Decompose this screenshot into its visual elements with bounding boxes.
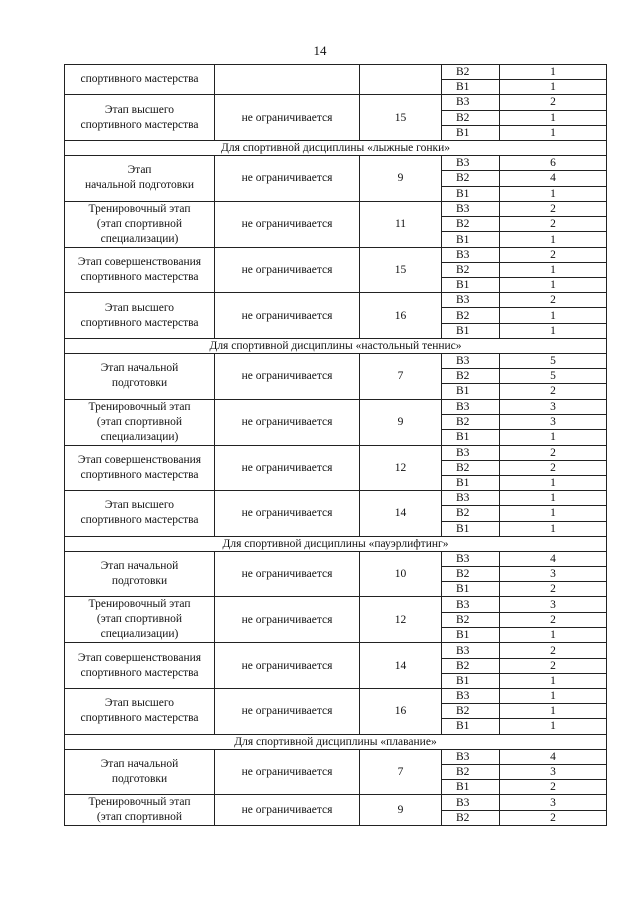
stage-name: Этап высшего спортивного мастерства <box>65 491 215 537</box>
table-row <box>65 201 607 216</box>
athletes-count: 3 <box>500 597 607 612</box>
class-code: B2 <box>442 65 500 80</box>
class-code: B1 <box>442 232 500 247</box>
class-code: B2 <box>442 612 500 627</box>
athletes-count: 1 <box>500 673 607 688</box>
group-size: 11 <box>360 201 442 247</box>
class-code: B3 <box>442 491 500 506</box>
athletes-count: 1 <box>500 430 607 445</box>
stage-name: Этап совершенствования спортивного мастерства <box>65 247 215 293</box>
table-row <box>65 247 607 262</box>
age-limit: не ограничивается <box>215 749 360 795</box>
class-code: B3 <box>442 201 500 216</box>
age-limit: не ограничивается <box>215 201 360 247</box>
class-code: B2 <box>442 369 500 384</box>
group-size <box>360 65 442 95</box>
section-title: Для спортивной дисциплины «лыжные гонки» <box>65 140 607 155</box>
table-row <box>65 491 607 506</box>
class-code: B3 <box>442 95 500 110</box>
athletes-count: 2 <box>500 460 607 475</box>
stage-name: Этап совершенствования спортивного мастерства <box>65 445 215 491</box>
athletes-count: 3 <box>500 567 607 582</box>
class-code: B2 <box>442 704 500 719</box>
age-limit: не ограничивается <box>215 551 360 597</box>
age-limit: не ограничивается <box>215 445 360 491</box>
class-code: B1 <box>442 430 500 445</box>
stage-name: Этап начальной подготовки <box>65 354 215 400</box>
athletes-count: 1 <box>500 491 607 506</box>
table-row <box>65 551 607 566</box>
age-limit: не ограничивается <box>215 491 360 537</box>
age-limit: не ограничивается <box>215 689 360 735</box>
class-code: B2 <box>442 262 500 277</box>
class-code: B3 <box>442 551 500 566</box>
class-code: B1 <box>442 719 500 734</box>
class-code: B2 <box>442 764 500 779</box>
class-code: B2 <box>442 414 500 429</box>
athletes-count: 3 <box>500 764 607 779</box>
athletes-count: 1 <box>500 278 607 293</box>
class-code: B1 <box>442 475 500 490</box>
stage-name: Этап высшего спортивного мастерства <box>65 95 215 141</box>
age-limit: не ограничивается <box>215 95 360 141</box>
athletes-count: 2 <box>500 810 607 826</box>
group-size: 14 <box>360 491 442 537</box>
age-limit: не ограничивается <box>215 247 360 293</box>
section-row <box>65 536 607 551</box>
page-number: 14 <box>313 43 327 58</box>
class-code: B1 <box>442 186 500 201</box>
athletes-count: 2 <box>500 612 607 627</box>
athletes-count: 4 <box>500 171 607 186</box>
athletes-count: 1 <box>500 689 607 704</box>
athletes-count: 1 <box>500 719 607 734</box>
stage-name: Этап начальной подготовки <box>65 551 215 597</box>
athletes-count: 1 <box>500 521 607 536</box>
class-code: B3 <box>442 156 500 171</box>
class-code: B2 <box>442 567 500 582</box>
group-size: 9 <box>360 795 442 826</box>
athletes-count: 1 <box>500 475 607 490</box>
group-size: 10 <box>360 551 442 597</box>
class-code: B2 <box>442 460 500 475</box>
table-row <box>65 399 607 414</box>
group-size: 7 <box>360 749 442 795</box>
table-body <box>65 65 607 826</box>
class-code: B1 <box>442 278 500 293</box>
class-code: B3 <box>442 749 500 764</box>
athletes-count: 4 <box>500 551 607 566</box>
class-code: B2 <box>442 171 500 186</box>
athletes-count: 1 <box>500 110 607 125</box>
group-size: 15 <box>360 247 442 293</box>
class-code: B1 <box>442 125 500 140</box>
stage-name: Этап начальной подготовки <box>65 749 215 795</box>
athletes-count: 2 <box>500 384 607 399</box>
section-row <box>65 140 607 155</box>
class-code: B2 <box>442 110 500 125</box>
athletes-count: 2 <box>500 247 607 262</box>
table-row <box>65 354 607 369</box>
table-row <box>65 749 607 764</box>
class-code: B3 <box>442 643 500 658</box>
athletes-count: 2 <box>500 445 607 460</box>
athletes-count: 6 <box>500 156 607 171</box>
athletes-count: 2 <box>500 217 607 232</box>
table-row <box>65 293 607 308</box>
athletes-count: 1 <box>500 628 607 643</box>
athletes-count: 3 <box>500 399 607 414</box>
table-row <box>65 445 607 460</box>
age-limit: не ограничивается <box>215 293 360 339</box>
stage-name: спортивного мастерства <box>65 65 215 95</box>
stage-name: Тренировочный этап (этап спортивной <box>65 795 215 826</box>
stage-name: Этап совершенствования спортивного мастерства <box>65 643 215 689</box>
class-code: B3 <box>442 597 500 612</box>
athletes-count: 2 <box>500 643 607 658</box>
table-row <box>65 643 607 658</box>
class-code: B1 <box>442 673 500 688</box>
group-size: 15 <box>360 95 442 141</box>
class-code: B2 <box>442 506 500 521</box>
class-code: B1 <box>442 384 500 399</box>
athletes-count: 1 <box>500 232 607 247</box>
class-code: B1 <box>442 582 500 597</box>
athletes-count: 1 <box>500 186 607 201</box>
class-code: B3 <box>442 445 500 460</box>
stage-name: Этап высшего спортивного мастерства <box>65 293 215 339</box>
group-size: 14 <box>360 643 442 689</box>
class-code: B3 <box>442 689 500 704</box>
section-title: Для спортивной дисциплины «плавание» <box>65 734 607 749</box>
athletes-count: 5 <box>500 369 607 384</box>
group-size: 9 <box>360 156 442 202</box>
group-size: 16 <box>360 293 442 339</box>
athletes-count: 2 <box>500 201 607 216</box>
age-limit: не ограничивается <box>215 597 360 643</box>
table-row <box>65 689 607 704</box>
class-code: B3 <box>442 293 500 308</box>
age-limit: не ограничивается <box>215 399 360 445</box>
section-title: Для спортивной дисциплины «настольный теннис» <box>65 338 607 353</box>
class-code: B1 <box>442 521 500 536</box>
athletes-count: 3 <box>500 414 607 429</box>
athletes-count: 2 <box>500 582 607 597</box>
athletes-count: 1 <box>500 506 607 521</box>
athletes-count: 1 <box>500 308 607 323</box>
age-limit <box>215 65 360 95</box>
class-code: B3 <box>442 354 500 369</box>
section-title: Для спортивной дисциплины «пауэрлифтинг» <box>65 536 607 551</box>
requirements-table <box>64 64 607 826</box>
class-code: B2 <box>442 810 500 826</box>
age-limit: не ограничивается <box>215 643 360 689</box>
class-code: B1 <box>442 80 500 95</box>
class-code: B2 <box>442 217 500 232</box>
table-row <box>65 156 607 171</box>
class-code: B2 <box>442 658 500 673</box>
table-row <box>65 65 607 80</box>
athletes-count: 5 <box>500 354 607 369</box>
stage-name: Тренировочный этап (этап спортивной специализации) <box>65 201 215 247</box>
athletes-count: 2 <box>500 780 607 795</box>
section-row <box>65 338 607 353</box>
class-code: B3 <box>442 399 500 414</box>
stage-name: Этап высшего спортивного мастерства <box>65 689 215 735</box>
athletes-count: 2 <box>500 95 607 110</box>
athletes-count: 1 <box>500 80 607 95</box>
athletes-count: 1 <box>500 704 607 719</box>
class-code: B1 <box>442 628 500 643</box>
athletes-count: 1 <box>500 323 607 338</box>
group-size: 12 <box>360 445 442 491</box>
group-size: 12 <box>360 597 442 643</box>
group-size: 7 <box>360 354 442 400</box>
athletes-count: 4 <box>500 749 607 764</box>
class-code: B3 <box>442 247 500 262</box>
stage-name: Этап начальной подготовки <box>65 156 215 202</box>
age-limit: не ограничивается <box>215 795 360 826</box>
age-limit: не ограничивается <box>215 354 360 400</box>
group-size: 9 <box>360 399 442 445</box>
age-limit: не ограничивается <box>215 156 360 202</box>
table-row <box>65 95 607 110</box>
athletes-count: 1 <box>500 262 607 277</box>
stage-name: Тренировочный этап (этап спортивной специализации) <box>65 399 215 445</box>
class-code: B2 <box>442 308 500 323</box>
stage-name: Тренировочный этап (этап спортивной специализации) <box>65 597 215 643</box>
group-size: 16 <box>360 689 442 735</box>
athletes-count: 1 <box>500 125 607 140</box>
class-code: B3 <box>442 795 500 811</box>
table-row <box>65 597 607 612</box>
athletes-count: 2 <box>500 658 607 673</box>
class-code: B1 <box>442 323 500 338</box>
athletes-count: 1 <box>500 65 607 80</box>
class-code: B1 <box>442 780 500 795</box>
table-row <box>65 795 607 811</box>
section-row <box>65 734 607 749</box>
athletes-count: 2 <box>500 293 607 308</box>
athletes-count: 3 <box>500 795 607 811</box>
